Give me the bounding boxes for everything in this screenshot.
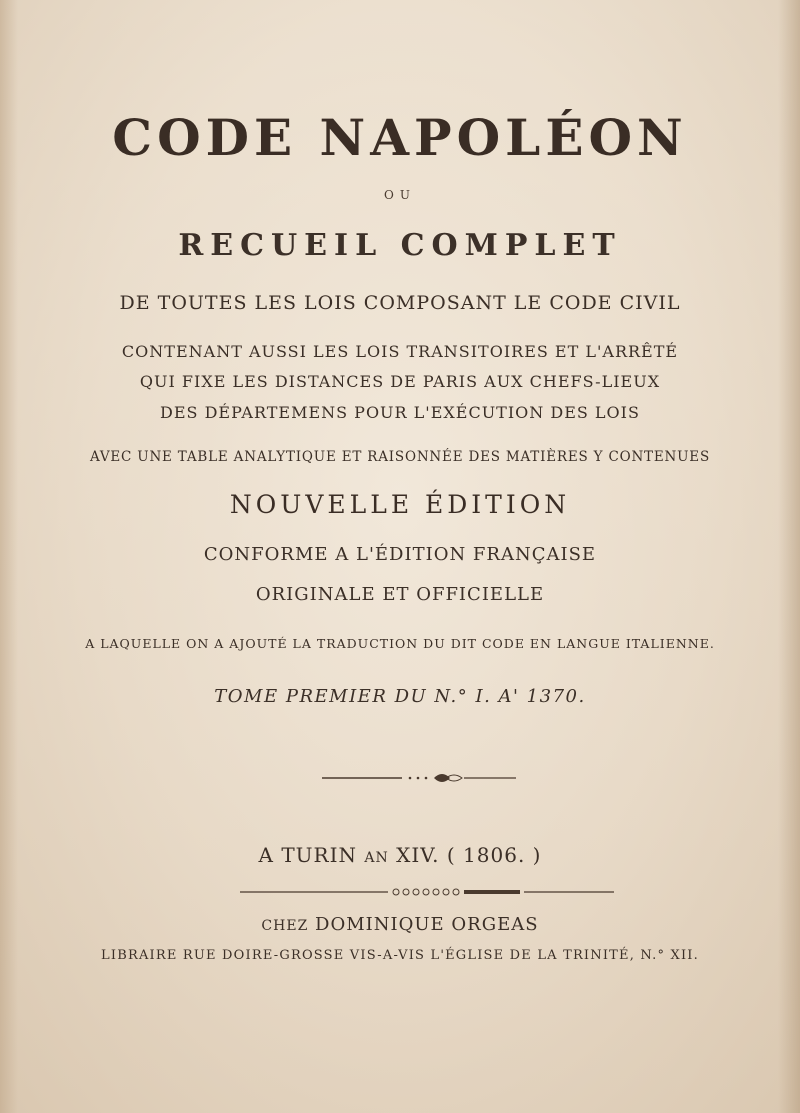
book-title: CODE NAPOLÉON <box>112 108 688 167</box>
description-table: AVEC UNE TABLE ANALYTIQUE ET RAISONNÉE DES MATIÈRES Y CONTENUES <box>89 449 711 465</box>
imprint-printer: DOMINIQUE ORGEAS <box>315 914 539 935</box>
imprint-chez: CHEZ <box>261 918 309 934</box>
description-departemens: DES DÉPARTEMENS POUR L'EXÉCUTION DES LOIS <box>160 403 640 422</box>
description-contenant: CONTENANT AUSSI LES LOIS TRANSITOIRES ET L'ARRÊTÉ <box>121 342 679 361</box>
imprint-year: XIV. ( 1806. ) <box>396 843 542 867</box>
description-distances: QUI FIXE LES DISTANCES DE PARIS AUX CHEFS-LIEUX <box>139 372 661 391</box>
imprint-place: A TURIN <box>258 843 357 867</box>
translation-note: A LAQUELLE ON A AJOUTÉ LA TRADUCTION DU DIT CODE EN LANGUE ITALIENNE. <box>85 636 715 651</box>
imprint-publisher <box>0 914 800 935</box>
edition-heading: NOUVELLE ÉDITION <box>229 490 571 519</box>
imprint-an: AN <box>364 850 389 866</box>
chain-rule <box>238 885 616 899</box>
title-conjunction: OU <box>384 188 416 202</box>
ornamental-rule <box>318 768 522 786</box>
book-subtitle: RECUEIL COMPLET <box>178 228 622 263</box>
edition-originale: ORIGINALE ET OFFICIELLE <box>255 584 545 605</box>
imprint-place-date <box>0 843 800 867</box>
edition-conforme: CONFORME A L'ÉDITION FRANÇAISE <box>203 544 597 565</box>
description-lois: DE TOUTES LES LOIS COMPOSANT LE CODE CIVIL <box>119 292 681 314</box>
imprint-address: LIBRAIRE RUE DOIRE-GROSSE VIS-A-VIS L'ÉGLISE DE LA TRINITÉ, N.° XII. <box>101 948 699 963</box>
volume-line: TOME PREMIER DU N.° I. A' 1370. <box>214 686 586 707</box>
